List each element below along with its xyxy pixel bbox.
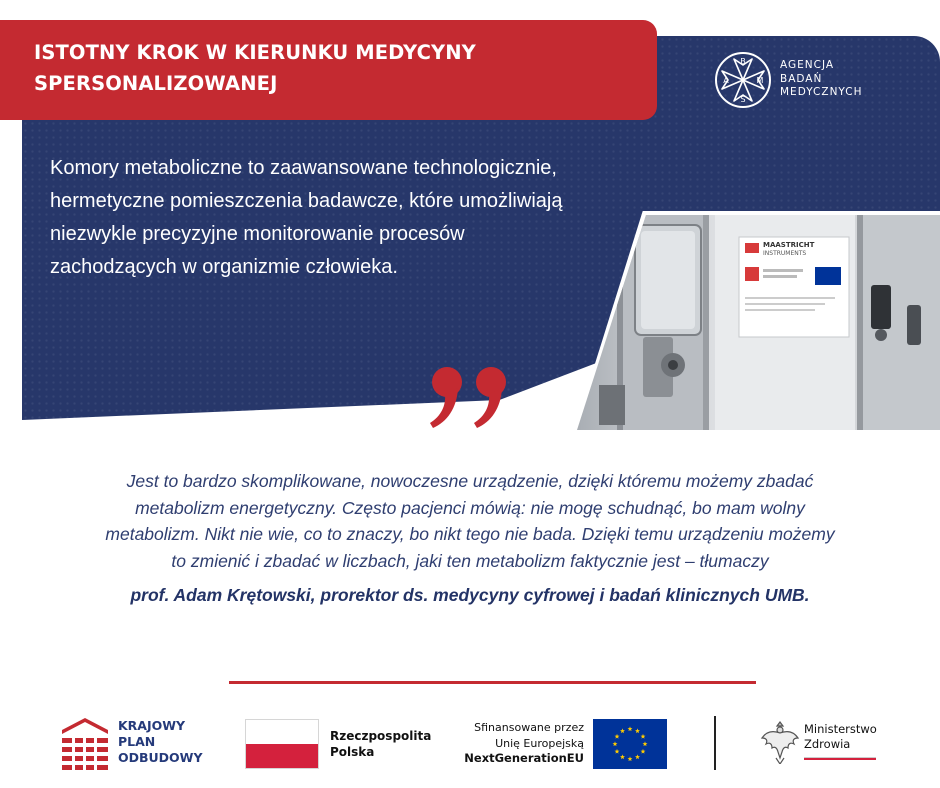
- abm-letter-m: M: [756, 76, 764, 85]
- title-line-2: SPERSONALIZOWANEJ: [34, 72, 278, 95]
- kpo-line-1: KRAJOWY: [118, 718, 186, 733]
- abm-logo-icon: [714, 51, 772, 109]
- quote-line-3: metabolizm. Nikt nie wie, co to znaczy, bo nikt tego nie bada. Dzięki temu urządzeniu możemy: [105, 524, 835, 544]
- quote-text: [60, 468, 880, 574]
- intro-line-2: hermetyczne pomieszczenia badawcze, które umożliwiają: [50, 190, 563, 212]
- quote-line-4: to zmienić i zbadać w liczbach, jaki ten metabolizm faktycznie jest – tłumaczy: [171, 550, 769, 571]
- pl-line-2: Polska: [330, 745, 375, 759]
- vertical-separator: [714, 716, 716, 770]
- intro-line-3: niezwykle precyzyjne monitorowanie procesów: [50, 223, 465, 245]
- eu-funding-text: [440, 720, 584, 767]
- eu-line-2: Unię Europejską: [495, 736, 584, 750]
- abm-letter-b: B: [740, 57, 746, 66]
- title-line-1: ISTOTNY KROK W KIERUNKU MEDYCYNY: [34, 41, 476, 64]
- ministerstwo-zdrowia-text: [804, 722, 877, 752]
- mz-line-2: Zdrowia: [804, 737, 851, 751]
- quote-line-1: Jest to bardzo skomplikowane, nowoczesne urządzenie, dzięki któremu możemy zbadać: [126, 471, 814, 491]
- kpo-line-3: ODBUDOWY: [118, 750, 203, 765]
- abm-line-2: BADAŃ: [780, 72, 823, 85]
- eu-line-3: NextGenerationEU: [464, 751, 584, 765]
- quotation-mark-icon: [427, 364, 517, 430]
- poland-flag-icon: [245, 719, 319, 769]
- kpo-logo-text: [118, 718, 203, 766]
- quote-author: prof. Adam Krętowski, prorektor ds. medycyny cyfrowej i badań klinicznych UMB.: [130, 585, 810, 605]
- polish-eagle-icon: [760, 720, 800, 764]
- kpo-logo-icon: [62, 718, 108, 770]
- chamber-photo: [577, 215, 940, 430]
- intro-line-1: Komory metaboliczne to zaawansowane technologicznie,: [50, 157, 557, 179]
- kpo-line-2: PLAN: [118, 734, 156, 749]
- abm-line-1: AGENCJA: [780, 59, 835, 71]
- abm-letter-s: S: [740, 95, 746, 104]
- chamber-illustration: [577, 215, 940, 430]
- abm-letter-a: A: [723, 76, 729, 85]
- page-title: [34, 37, 637, 99]
- red-divider: [229, 681, 756, 684]
- abm-line-3: MEDYCZNYCH: [780, 86, 863, 98]
- sign-brand-line-1: MAASTRICHT: [763, 241, 815, 249]
- mz-line-1: Ministerstwo: [804, 722, 877, 736]
- rzeczpospolita-text: [330, 728, 431, 760]
- abm-logo-text: [780, 59, 863, 100]
- pl-line-1: Rzeczpospolita: [330, 729, 432, 743]
- intro-paragraph: [50, 152, 650, 284]
- sign-brand-line-2: INSTRUMENTS: [763, 250, 807, 257]
- eu-flag-icon: [593, 719, 667, 769]
- title-banner: [0, 20, 657, 120]
- quote-line-2: metabolizm energetyczny. Często pacjenci mówią: nie mogę schudnąć, bo mam wolny: [135, 497, 805, 518]
- eu-line-1: Sfinansowane przez: [474, 721, 584, 734]
- mz-flag-line: [804, 757, 876, 760]
- intro-line-4: zachodzących w organizmie człowieka.: [50, 256, 398, 278]
